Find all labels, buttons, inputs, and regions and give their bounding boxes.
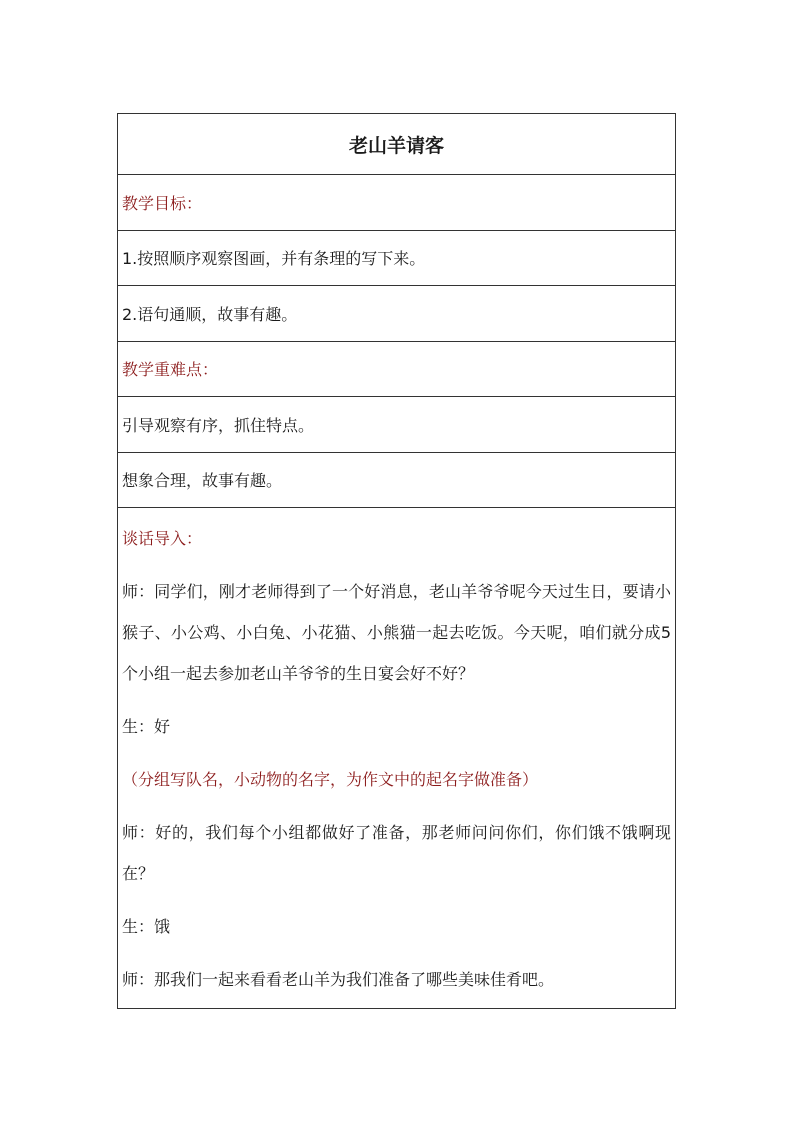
intro-section (118, 507, 675, 1000)
intro-note: （分组写队名，小动物的名字，为作文中的起名字做准备） (122, 770, 539, 789)
row-text: 教学重难点： (122, 360, 219, 380)
row-key-points-heading (118, 341, 675, 397)
row-text: 2.语句通顺，故事有趣。 (122, 304, 298, 324)
row-teaching-goals-heading (118, 174, 675, 230)
intro-paragraph: 生：好 (122, 717, 171, 736)
row-key-point-1 (118, 396, 675, 452)
row-text: 教学目标： (122, 193, 203, 213)
intro-paragraph: 师：好的，我们每个小组都做好了准备，那老师问问你们，你们饿不饿啊现在？ (122, 823, 671, 883)
intro-paragraph: 生：饿 (122, 917, 171, 936)
lesson-table (117, 113, 676, 1009)
section-heading: 谈话导入： (122, 529, 203, 548)
document-title (118, 114, 675, 174)
intro-paragraph: 师：同学们，刚才老师得到了一个好消息，老山羊爷爷呢今天过生日，要请小猴子、小公鸡、小白兔、小花猫、小熊猫一起去吃饭。今天呢，咱们就分成5个小组一起去参加老山羊爷爷的生日宴会好不好？ (122, 582, 671, 683)
intro-paragraph: 师：那我们一起来看看老山羊为我们准备了哪些美味佳肴吧。 (122, 970, 555, 989)
intro-block (118, 508, 675, 1000)
row-goal-1 (118, 230, 675, 286)
row-text: 引导观察有序，抓住特点。 (122, 415, 315, 435)
row-goal-2 (118, 285, 675, 341)
row-text: 1.按照顺序观察图画，并有条理的写下来。 (122, 249, 426, 269)
row-text: 想象合理，故事有趣。 (122, 471, 283, 491)
title-text: 老山羊请客 (348, 134, 444, 157)
row-key-point-2 (118, 452, 675, 508)
